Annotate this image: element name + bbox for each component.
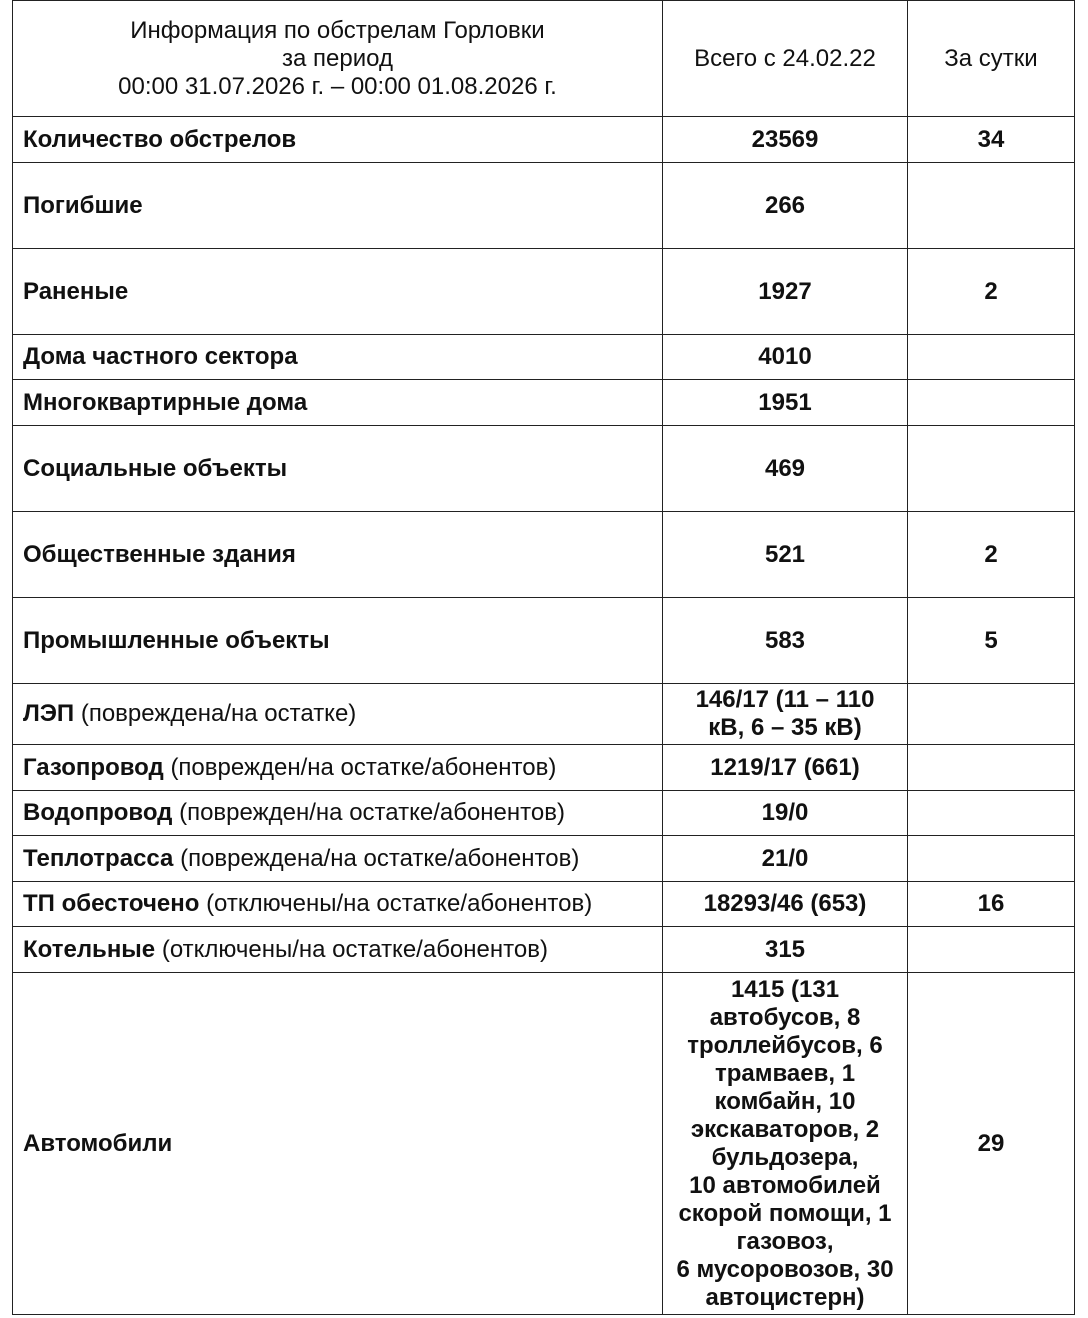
- row-day: [908, 745, 1075, 791]
- table-row: [13, 745, 1075, 791]
- table-row: [13, 163, 1075, 249]
- row-total: 4010: [663, 335, 908, 380]
- row-total: 21/0: [663, 836, 908, 882]
- row-total: 521: [663, 512, 908, 598]
- row-label: [13, 927, 663, 973]
- row-day: 34: [908, 117, 1075, 163]
- row-day: [908, 163, 1075, 249]
- row-label: [13, 745, 663, 791]
- table-row: [13, 117, 1075, 163]
- row-total: 1951: [663, 380, 908, 426]
- table-row: [13, 512, 1075, 598]
- row-label: [13, 249, 663, 335]
- row-name: Теплотрасса: [23, 844, 174, 872]
- row-label: [13, 117, 663, 163]
- table-row: [13, 927, 1075, 973]
- row-total: 469: [663, 426, 908, 512]
- table-row: [13, 249, 1075, 335]
- row-day: [908, 836, 1075, 882]
- row-day: [908, 426, 1075, 512]
- table-row: [13, 335, 1075, 380]
- title-line: Информация по обстрелам Горловки: [130, 16, 545, 44]
- report-title: [13, 1, 663, 117]
- row-day: 5: [908, 598, 1075, 684]
- table-row: [13, 836, 1075, 882]
- table-row: [13, 973, 1075, 1315]
- row-day: [908, 335, 1075, 380]
- row-day: [908, 927, 1075, 973]
- row-label: [13, 512, 663, 598]
- row-label: [13, 598, 663, 684]
- title-line: 00:00 31.07.2026 г. – 00:00 01.08.2026 г.: [118, 72, 557, 100]
- total-line: газовоз,: [736, 1227, 834, 1255]
- row-note: (повреждена/на остатке/абонентов): [180, 844, 580, 872]
- table-row: [13, 426, 1075, 512]
- row-total: 18293/46 (653): [663, 882, 908, 927]
- row-note: (поврежден/на остатке/абонентов): [179, 799, 565, 826]
- row-name: Многоквартирные дома: [23, 388, 308, 416]
- col-header-day: За сутки: [908, 1, 1075, 117]
- row-note: (повреждена/на остатке): [80, 700, 357, 727]
- row-day: 2: [908, 249, 1075, 335]
- row-total: 23569: [663, 117, 908, 163]
- row-label: [13, 973, 663, 1315]
- row-total: 19/0: [663, 791, 908, 836]
- row-name: Дома частного сектора: [23, 343, 298, 370]
- row-name: Общественные здания: [23, 540, 296, 568]
- row-label: [13, 791, 663, 836]
- row-label: [13, 426, 663, 512]
- row-day: [908, 684, 1075, 745]
- row-total: 1219/17 (661): [663, 745, 908, 791]
- row-total: 1927: [663, 249, 908, 335]
- row-name: Социальные объекты: [23, 454, 288, 482]
- row-total: [663, 684, 908, 745]
- row-label: [13, 684, 663, 745]
- total-line: автобусов, 8: [709, 1003, 861, 1031]
- table-row: [13, 380, 1075, 426]
- row-name: ЛЭП: [23, 700, 75, 727]
- row-day: 2: [908, 512, 1075, 598]
- total-line: 10 автомобилей: [689, 1171, 881, 1199]
- row-total: 266: [663, 163, 908, 249]
- row-name: Раненые: [23, 277, 129, 305]
- row-day: 29: [908, 973, 1075, 1315]
- row-day: 16: [908, 882, 1075, 927]
- shelling-report-table: [12, 0, 1075, 1315]
- row-name: ТП обесточено: [23, 890, 200, 917]
- row-note: (поврежден/на остатке/абонентов): [170, 753, 557, 781]
- total-line: троллейбусов, 6: [687, 1031, 883, 1059]
- total-line: трамваев, 1: [714, 1059, 856, 1087]
- total-line: экскаваторов, 2: [690, 1115, 880, 1143]
- row-name: Автомобили: [23, 1129, 173, 1157]
- total-line: комбайн, 10: [714, 1087, 856, 1115]
- total-line: скорой помощи, 1: [678, 1199, 892, 1227]
- row-label: [13, 163, 663, 249]
- row-note: (отключены/на остатке/абонентов): [206, 890, 593, 917]
- total-line: 6 мусоровозов, 30: [676, 1255, 894, 1283]
- row-total: 315: [663, 927, 908, 973]
- row-label: [13, 836, 663, 882]
- row-name: Газопровод: [23, 753, 164, 781]
- row-label: [13, 882, 663, 927]
- row-label: [13, 380, 663, 426]
- total-line: автоцистерн): [705, 1283, 865, 1311]
- total-line: 1415 (131: [730, 975, 840, 1003]
- table-row: [13, 791, 1075, 836]
- row-total: [663, 973, 908, 1315]
- total-line: бульдозера,: [711, 1143, 859, 1171]
- row-name: Количество обстрелов: [23, 125, 297, 153]
- row-note: (отключены/на остатке/абонентов): [161, 935, 548, 963]
- table-row: [13, 684, 1075, 745]
- row-label: [13, 335, 663, 380]
- total-line: 146/17 (11 – 110: [695, 686, 875, 713]
- header-row: [13, 1, 1075, 117]
- row-name: Котельные: [23, 935, 156, 963]
- row-total: 583: [663, 598, 908, 684]
- row-name: Промышленные объекты: [23, 626, 330, 654]
- title-line: за период: [282, 44, 393, 72]
- col-header-total: Всего с 24.02.22: [663, 1, 908, 117]
- total-line: кВ, 6 – 35 кВ): [708, 714, 862, 741]
- row-name: Водопровод: [23, 799, 173, 826]
- row-name: Погибшие: [23, 191, 143, 219]
- row-day: [908, 380, 1075, 426]
- row-day: [908, 791, 1075, 836]
- table-row: [13, 598, 1075, 684]
- table-row: [13, 882, 1075, 927]
